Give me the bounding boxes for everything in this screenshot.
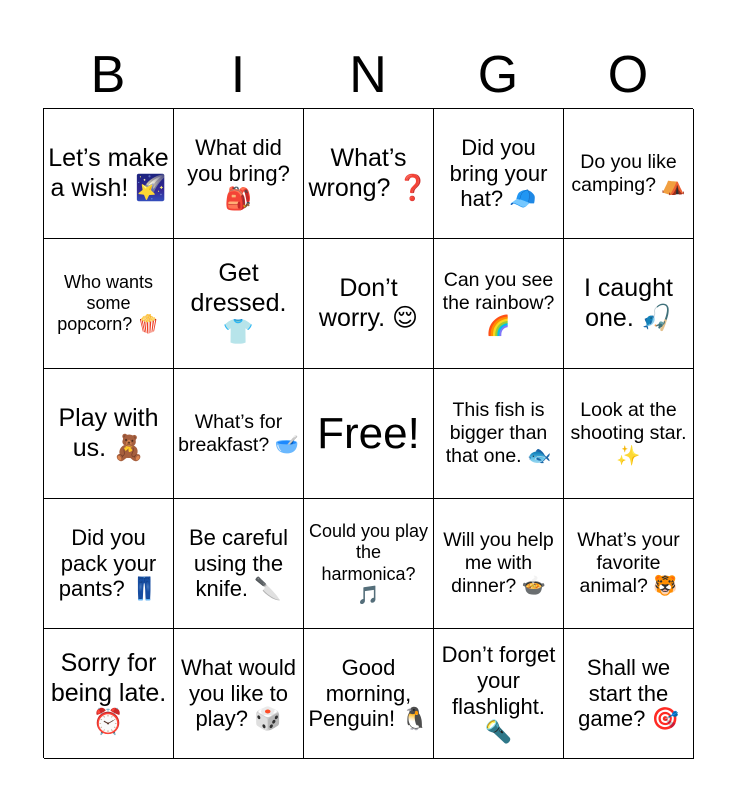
bingo-cell-21[interactable] [44,629,174,759]
bingo-cell-2[interactable] [174,109,304,239]
bingo-cell-19[interactable] [434,499,564,629]
bingo-cell-12[interactable] [174,369,304,499]
bingo-cell-14[interactable] [434,369,564,499]
bingo-cell-5[interactable] [564,109,694,239]
cell-text: What’s wrong? ❓ [308,144,429,202]
bingo-cell-7[interactable] [174,239,304,369]
header-letter-b: B [90,46,126,104]
cell-text: What would you like to play? 🎲 [181,654,296,732]
cell-text: What did you bring? 🎒 [187,134,290,212]
cell-text: Don’t forget your flashlight. 🔦 [441,641,556,745]
cell-text: Good morning, Penguin! 🐧 [308,654,429,732]
cell-text: Play with us. 🧸 [58,404,159,462]
bingo-cell-3[interactable] [304,109,434,239]
bingo-cell-24[interactable] [434,629,564,759]
cell-text: Look at the shooting star. ✨ [570,399,687,467]
bingo-cell-8[interactable] [304,239,434,369]
cell-text: What’s for breakfast? 🥣 [178,410,299,456]
bingo-cell-20[interactable] [564,499,694,629]
cell-text: Do you like camping? ⛺ [571,150,686,196]
bingo-cell-22[interactable] [174,629,304,759]
bingo-cell-9[interactable] [434,239,564,369]
bingo-cell-free[interactable] [304,369,434,499]
bingo-cell-11[interactable] [44,369,174,499]
header-letter-o: O [607,46,649,104]
bingo-grid [43,108,693,758]
bingo-cell-18[interactable] [304,499,434,629]
bingo-cell-16[interactable] [44,499,174,629]
header-letter-n: N [349,46,387,104]
header-letter-i: I [230,46,246,104]
bingo-cell-17[interactable] [174,499,304,629]
bingo-cell-4[interactable] [434,109,564,239]
bingo-cell-25[interactable] [564,629,694,759]
cell-text: Did you bring your hat? 🧢 [449,134,548,212]
cell-text: Sorry for being late. ⏰ [50,649,167,737]
cell-text: Will you help me with dinner? 🍲 [443,529,554,597]
cell-text: Can you see the rainbow? 🌈 [442,269,555,337]
header-letter-g: G [477,46,519,104]
cell-text: I caught one. 🎣 [584,274,673,332]
bingo-cell-10[interactable] [564,239,694,369]
cell-text: Be careful using the knife. 🔪 [188,524,289,602]
bingo-header [43,42,693,108]
bingo-cell-1[interactable] [44,109,174,239]
cell-text: Let’s make a wish! 🌠 [48,144,169,202]
cell-text: Could you play the harmonica? 🎵 [308,521,429,605]
cell-text: Who wants some popcorn? 🍿 [57,271,160,335]
cell-text: Don’t worry. 😌 [318,274,419,332]
free-space-text: Free! [317,408,420,458]
bingo-cell-15[interactable] [564,369,694,499]
bingo-cell-6[interactable] [44,239,174,369]
cell-text: Shall we start the game? 🎯 [578,654,679,732]
bingo-cell-23[interactable] [304,629,434,759]
cell-text: Did you pack your pants? 👖 [58,524,159,602]
cell-text: Get dressed. 👕 [190,259,287,347]
cell-text: What’s your favorite animal? 🐯 [577,529,680,597]
cell-text: This fish is bigger than that one. 🐟 [445,399,552,467]
